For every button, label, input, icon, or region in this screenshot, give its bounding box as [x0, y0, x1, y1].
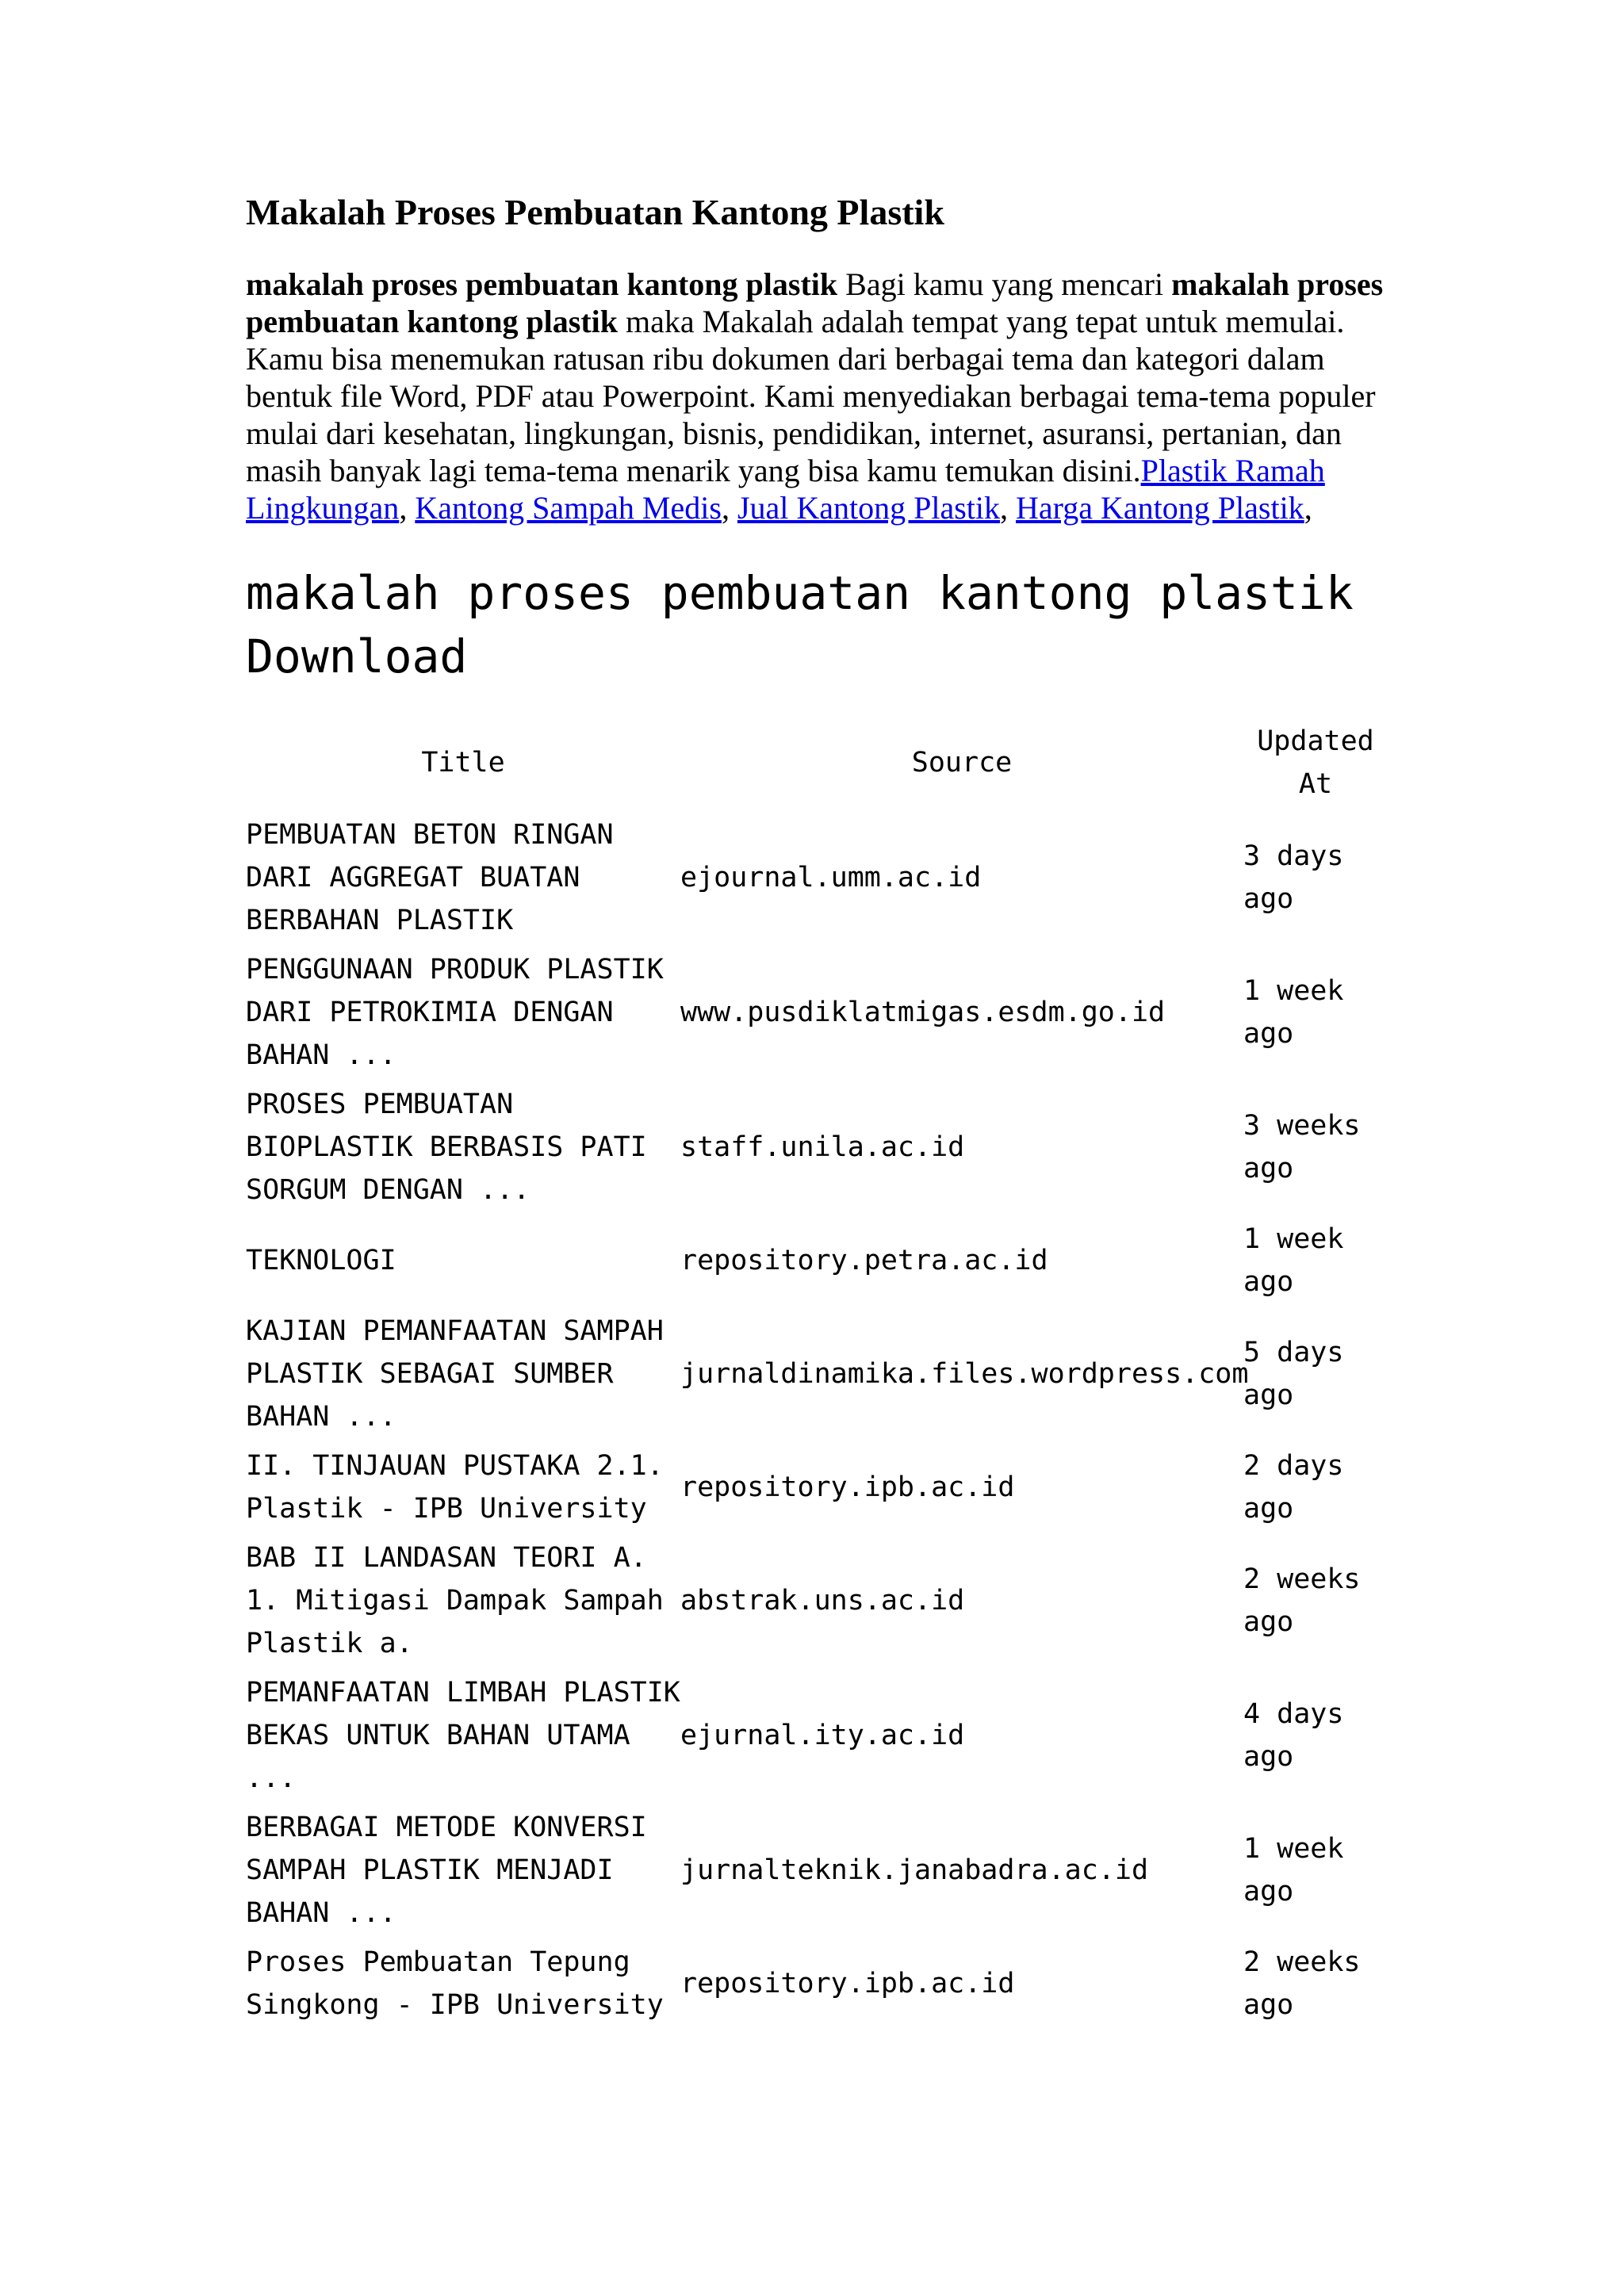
row-updated: 3 weeks ago [1243, 1110, 1361, 1185]
intro-keyword-bold: makalah proses pembuatan kantong plastik [246, 266, 838, 303]
link-separator: , [1000, 490, 1017, 526]
row-updated: 5 days ago [1243, 1337, 1344, 1412]
table-row [246, 1668, 1388, 1803]
row-source: jurnalteknik.janabadra.ac.id [680, 1854, 1149, 1887]
link-plastik-ramah-lingkungan[interactable]: Plastik Ramah Lingkungan [246, 453, 1325, 526]
table-row [246, 1307, 1388, 1441]
row-title: PENGGUNAAN PRODUK PLASTIK DARI PETROKIMIA DENGAN BAHAN ... [246, 954, 664, 1072]
row-source: ejurnal.ity.ac.id [680, 1720, 965, 1752]
row-updated: 1 week ago [1243, 1223, 1344, 1299]
row-source: jurnaldinamika.files.wordpress.com [680, 1358, 1249, 1391]
row-title: KAJIAN PEMANFAATAN SAMPAH PLASTIK SEBAGAI SUMBER BAHAN ... [246, 1315, 664, 1433]
table-row [246, 1441, 1388, 1533]
table-row [246, 1938, 1388, 2030]
row-source: www.pusdiklatmigas.esdm.go.id [680, 997, 1166, 1029]
row-source: staff.unila.ac.id [680, 1131, 965, 1164]
row-title: PROSES PEMBUATAN BIOPLASTIK BERBASIS PATI SORGUM DENGAN ... [246, 1089, 647, 1207]
link-kantong-sampah-medis[interactable]: Kantong Sampah Medis [415, 490, 722, 526]
intro-text: maka Makalah adalah tempat yang tepat untuk memulai. Kamu bisa menemukan ratusan ribu dokumen dari berbagai tema dan kategori dalam bentuk file Word, PDF atau Powerpoint. Kami menyediakan berbagai tema-tema populer mulai dari kesehatan, lingkungan, bisnis, pendidikan, internet, asuransi, pertanian, dan masih banyak lagi tema-tema menarik yang bisa kamu temukan disini. [246, 304, 1376, 489]
row-updated: 2 weeks ago [1243, 1563, 1361, 1639]
row-title: TEKNOLOGI [246, 1245, 396, 1277]
results-table [246, 720, 1388, 2030]
page-title: Makalah Proses Pembuatan Kantong Plastik [246, 192, 944, 232]
row-title: Proses Pembuatan Tepung Singkong - IPB University [246, 1946, 664, 2022]
column-header-title: Title [421, 747, 505, 779]
row-source: repository.petra.ac.id [680, 1245, 1048, 1277]
link-jual-kantong-plastik[interactable]: Jual Kantong Plastik [737, 490, 1001, 526]
row-title: II. TINJAUAN PUSTAKA 2.1. Plastik - IPB University [246, 1450, 664, 1525]
row-title: BAB II LANDASAN TEORI A. 1. Mitigasi Dampak Sampah Plastik a. [246, 1542, 664, 1660]
row-updated: 1 week ago [1243, 1833, 1344, 1908]
table-row [246, 1803, 1388, 1938]
link-separator: , [721, 490, 737, 526]
row-title: PEMANFAATAN LIMBAH PLASTIK BEKAS UNTUK BAHAN UTAMA ... [246, 1677, 680, 1795]
row-updated: 2 weeks ago [1243, 1946, 1361, 2022]
link-harga-kantong-plastik[interactable]: Harga Kantong Plastik [1016, 490, 1304, 526]
row-updated: 1 week ago [1243, 975, 1344, 1050]
column-header-source: Source [911, 747, 1013, 779]
document-page [246, 190, 1388, 2030]
row-title: BERBAGAI METODE KONVERSI SAMPAH PLASTIK MENJADI BAHAN ... [246, 1812, 647, 1930]
intro-text: Bagi kamu yang mencari [837, 266, 1172, 303]
column-header-updated: Updated At [1257, 725, 1374, 801]
intro-paragraph [246, 266, 1388, 526]
row-source: repository.ipb.ac.id [680, 1471, 1015, 1504]
table-row [246, 810, 1388, 945]
link-trailing-comma: , [1304, 490, 1312, 526]
table-row [246, 1533, 1388, 1668]
row-title: PEMBUATAN BETON RINGAN DARI AGGREGAT BUATAN BERBAHAN PLASTIK [246, 819, 614, 937]
row-updated: 4 days ago [1243, 1698, 1344, 1774]
section-heading: makalah proses pembuatan kantong plastik Download [246, 566, 1354, 684]
table-header-row [246, 720, 1388, 810]
intro-keyword-bold: makalah proses pembuatan kantong plastik [246, 266, 1384, 340]
table-row [246, 1080, 1388, 1215]
row-source: ejournal.umm.ac.id [680, 862, 982, 894]
row-updated: 2 days ago [1243, 1450, 1344, 1525]
row-source: abstrak.uns.ac.id [680, 1585, 965, 1617]
table-row [246, 1215, 1388, 1307]
row-source: repository.ipb.ac.id [680, 1968, 1015, 2000]
table-row [246, 945, 1388, 1080]
row-updated: 3 days ago [1243, 840, 1344, 916]
link-separator: , [399, 490, 416, 526]
